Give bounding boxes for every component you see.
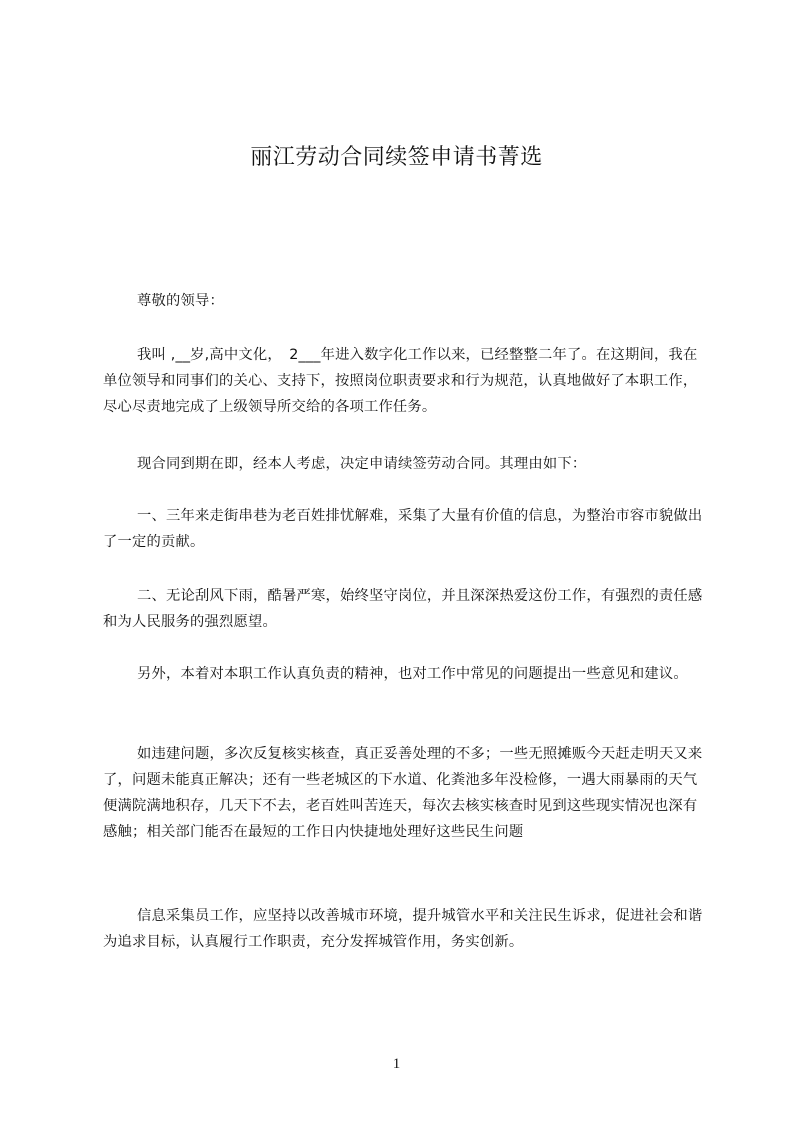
paragraph-suggestions-intro: 另外，本着对本职工作认真负责的精神，也对工作中常见的问题提出一些意见和建议。 bbox=[137, 666, 688, 682]
paragraph-conclusion: 信息采集员工作，应坚持以改善城市环境，提升城管水平和关注民生诉求，促进社会和谐为追求目标，认真履行工作职责，充分发挥城管作用，务实创新。 bbox=[103, 908, 703, 950]
paragraph-reason-one: 一、三年来走街串巷为老百姓排忧解难，采集了大量有价值的信息，为整治市容市貌做出了一定的贡献。 bbox=[103, 508, 703, 550]
salutation: 尊敬的领导： bbox=[137, 293, 224, 309]
document-title: 丽江劳动合同续签申请书菁选 bbox=[250, 145, 543, 170]
page-number: 1 bbox=[392, 1056, 401, 1072]
paragraph-reason-two: 二、无论刮风下雨，酷暑严寒，始终坚守岗位，并且深深热爱这份工作，有强烈的责任感和为人民服务的强烈愿望。 bbox=[103, 588, 703, 630]
paragraph-introduction: 我叫 ,__岁,高中文化， 2___年进入数字化工作以来，已经整整二年了。在这期间，我在单位领导和同事们的关心、支持下，按照岗位职责要求和行为规范，认真地做好了本职工作，尽心尽责地完成了上级领导所交给的各项工作任务。 bbox=[103, 347, 698, 415]
paragraph-issues: 如违建问题，多次反复核实核查，真正妥善处理的不多；一些无照摊贩今天赶走明天又来了，问题未能真正解决；还有一些老城区的下水道、化粪池多年没检修，一遇大雨暴雨的天气便满院满地积存，几天下不去，老百姓叫苦连天，每次去核实核查时见到这些现实情况也深有感触；相关部门能否在最短的工作日内快捷地处理好这些民生问题 bbox=[103, 746, 703, 840]
paragraph-renewal-request: 现合同到期在即，经本人考虑，决定申请续签劳动合同。其理由如下： bbox=[137, 456, 587, 472]
